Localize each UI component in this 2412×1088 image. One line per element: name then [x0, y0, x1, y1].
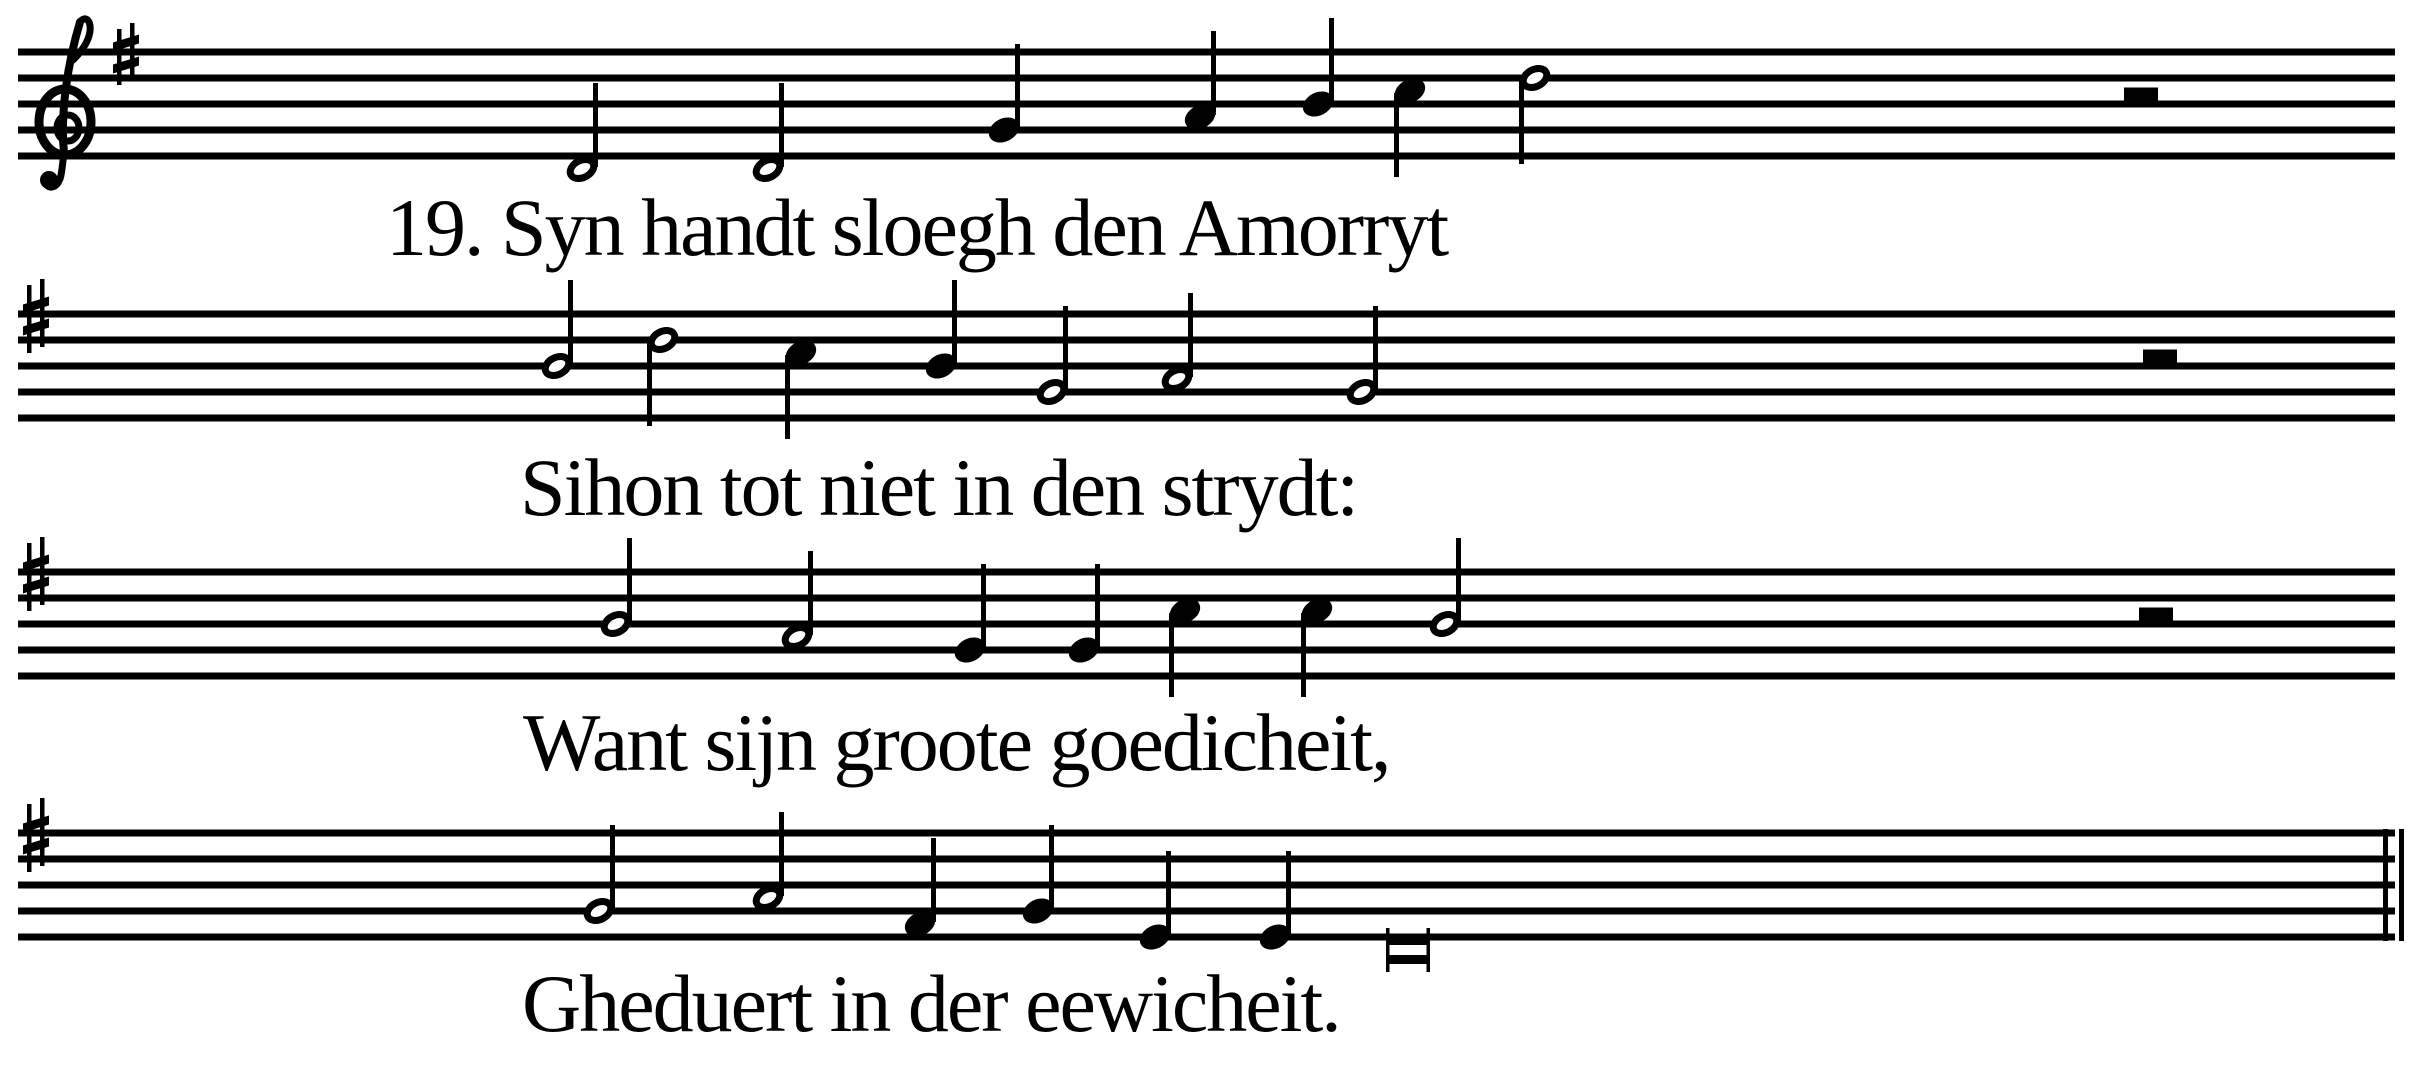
- staff-line: [18, 363, 2395, 370]
- note-stem: [647, 342, 652, 426]
- staff-line: [18, 75, 2395, 82]
- notehead-open: [584, 898, 614, 924]
- notehead-open: [1037, 379, 1067, 405]
- note-E4-quarter: [1136, 851, 1175, 955]
- note-stem: [931, 838, 936, 922]
- lyric-line-3: Want sijn groote goedicheit,: [523, 697, 1390, 788]
- notehead-open: [1347, 379, 1377, 405]
- staff-line: [18, 337, 2395, 344]
- lyric-line-1: 19. Syn handt sloegh den Amorryt: [386, 182, 1448, 273]
- note-C5-quarter: [782, 335, 821, 439]
- notehead-open: [782, 624, 812, 650]
- note-stem: [952, 280, 957, 364]
- note-C5-quarter: [1166, 593, 1205, 697]
- note-B4-quarter: [1299, 18, 1338, 122]
- notehead-open: [567, 156, 597, 182]
- note-stem: [779, 83, 784, 167]
- note-stem: [1211, 31, 1216, 115]
- staff-line: [18, 311, 2395, 318]
- note-stem: [1394, 93, 1399, 177]
- treble-clef: [39, 19, 91, 189]
- notehead-open: [1430, 611, 1460, 637]
- half-rest: [2143, 350, 2177, 363]
- note-G4-quarter: [951, 564, 990, 668]
- staff-line: [18, 908, 2395, 915]
- notehead-open: [753, 156, 783, 182]
- note-G4-half: [1347, 306, 1378, 405]
- staff-4: [18, 798, 2404, 972]
- note-stem: [808, 551, 813, 635]
- notehead-open: [542, 353, 572, 379]
- note-stem: [779, 812, 784, 896]
- staff-line: [18, 569, 2395, 576]
- note-stem: [1169, 613, 1174, 697]
- note-A4-quarter: [1181, 31, 1220, 135]
- note-F#4-quarter: [901, 838, 940, 942]
- note-C5-quarter: [1298, 593, 1337, 697]
- staff-line: [18, 647, 2395, 654]
- note-stem: [785, 355, 790, 439]
- note-stem: [1519, 80, 1524, 164]
- half-rest: [2139, 608, 2173, 621]
- note-stem: [1286, 851, 1291, 935]
- note-stem: [627, 538, 632, 622]
- note-stem: [610, 825, 615, 909]
- lyric-line-4: Gheduert in der eewicheit.: [522, 958, 1340, 1049]
- staff-line: [18, 830, 2395, 837]
- note-G4-quarter: [985, 44, 1024, 148]
- staff-line: [18, 389, 2395, 396]
- notehead-open: [1520, 65, 1550, 91]
- note-stem: [1329, 18, 1334, 102]
- staff-line: [18, 153, 2395, 160]
- note-B4-half: [601, 538, 632, 637]
- note-stem: [568, 280, 573, 364]
- note-stem: [981, 564, 986, 648]
- note-stem: [1301, 613, 1306, 697]
- note-D5-half: [1519, 65, 1550, 164]
- staff-3: [18, 537, 2395, 697]
- staff-line: [18, 127, 2395, 134]
- staff-line: [18, 934, 2395, 941]
- note-stem: [593, 83, 598, 167]
- note-stem: [1095, 564, 1100, 648]
- note-stem: [1456, 538, 1461, 622]
- note-G4-quarter: [1019, 825, 1058, 929]
- staff-1: [18, 18, 2395, 189]
- note-stem: [1049, 825, 1054, 909]
- note-E4-quarter: [1256, 851, 1295, 955]
- staff-line: [18, 49, 2395, 56]
- staff-line: [18, 673, 2395, 680]
- half-rest: [2124, 88, 2158, 101]
- notehead-open: [753, 885, 783, 911]
- staff-line: [18, 856, 2395, 863]
- note-G4-half: [584, 825, 615, 924]
- note-stem: [1188, 293, 1193, 377]
- notehead-open: [601, 611, 631, 637]
- note-stem: [1166, 851, 1171, 935]
- note-stem: [1015, 44, 1020, 128]
- staff-line: [18, 621, 2395, 628]
- note-stem: [1063, 306, 1068, 390]
- lyric-line-2: Sihon tot niet in den strydt:: [520, 442, 1358, 533]
- note-G4-half: [1037, 306, 1068, 405]
- staff-line: [18, 882, 2395, 889]
- notehead-open: [1162, 366, 1192, 392]
- note-stem: [1373, 306, 1378, 390]
- note-B4-quarter: [922, 280, 961, 384]
- notehead-open: [648, 327, 678, 353]
- note-B4-half: [542, 280, 573, 379]
- staff-line: [18, 415, 2395, 422]
- staff-line: [18, 595, 2395, 602]
- note-B4-half: [1430, 538, 1461, 637]
- note-D5-half: [647, 327, 678, 426]
- staff-2: [18, 279, 2395, 439]
- note-G4-quarter: [1065, 564, 1104, 668]
- note-C5-quarter: [1391, 73, 1430, 177]
